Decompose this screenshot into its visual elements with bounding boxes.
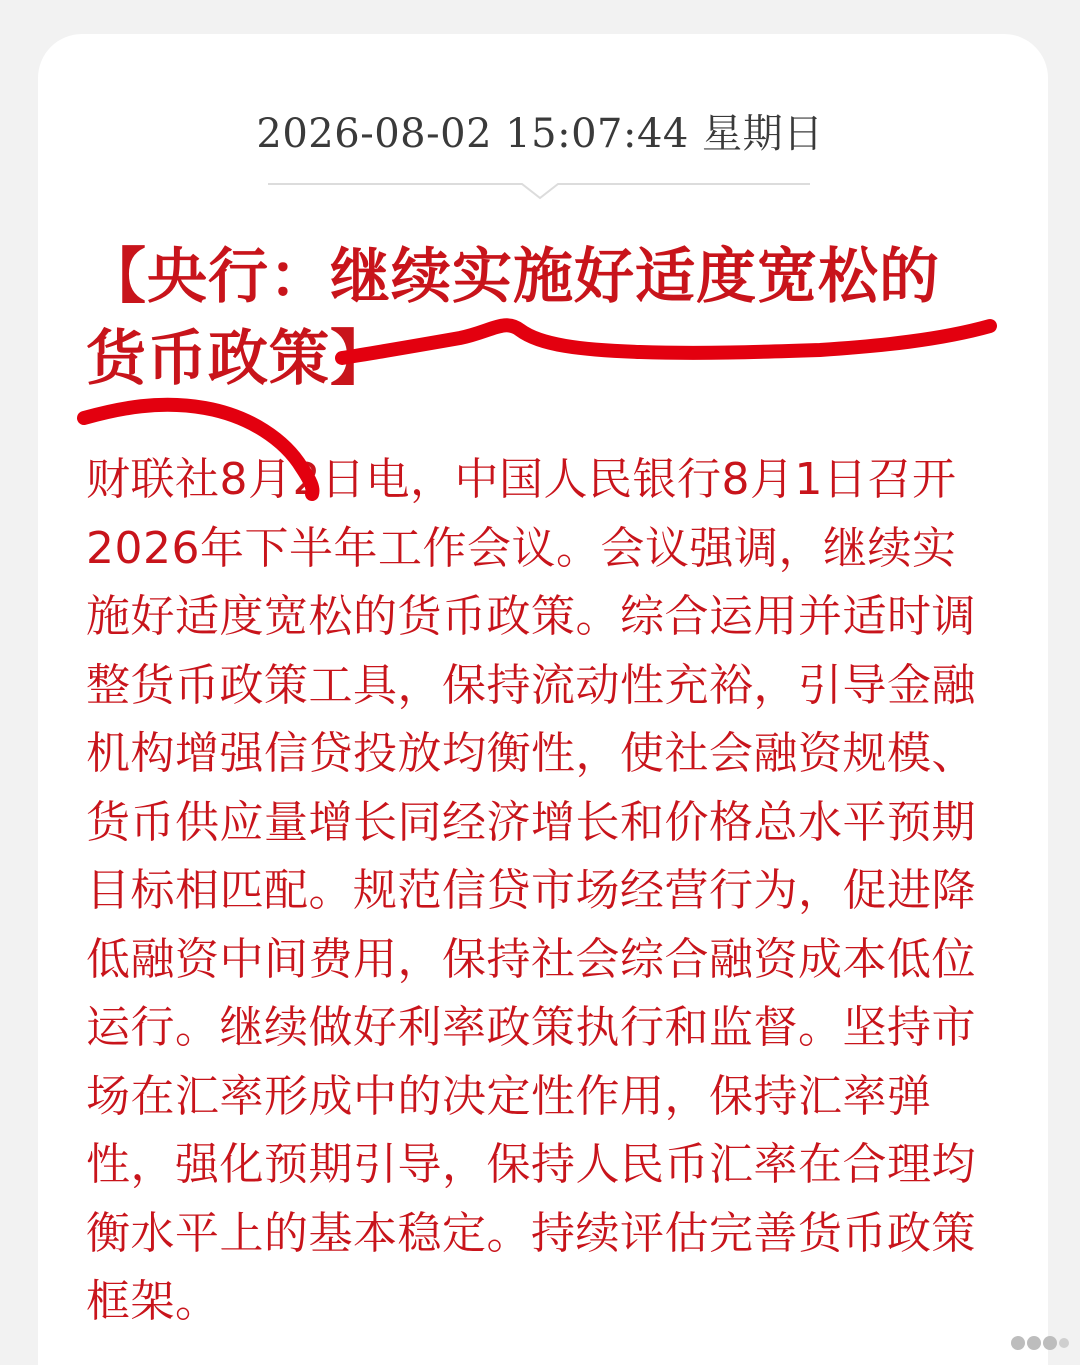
dots-watermark-icon (1010, 1330, 1070, 1356)
article-body: 财联社8月2日电，中国人民银行8月1日召开2026年下半年工作会议。会议强调，继续实施好适度宽松的货币政策。综合运用并适时调整货币政策工具，保持流动性充裕，引导金融机构增强信贷投放均衡性，使社会融资规模、货币供应量增长同经济增长和价格总水平预期目标相匹配。规范信贷市场经营行为，促进降低融资中间费用，保持社会综合融资成本低位运行。继续做好利率政策执行和监督。坚持市场在汇率形成中的决定性作用，保持汇率弹性，强化预期引导，保持人民币汇率在合理均衡水平上的基本稳定。持续评估完善货币政策框架。 (86, 454, 976, 1327)
post-datetime: 2026-08-02 15:07:44 星期日 (256, 111, 824, 157)
divider-with-notch (0, 170, 1080, 210)
headline-title: 【央行：继续实施好适度宽松的货币政策】 (86, 242, 940, 394)
